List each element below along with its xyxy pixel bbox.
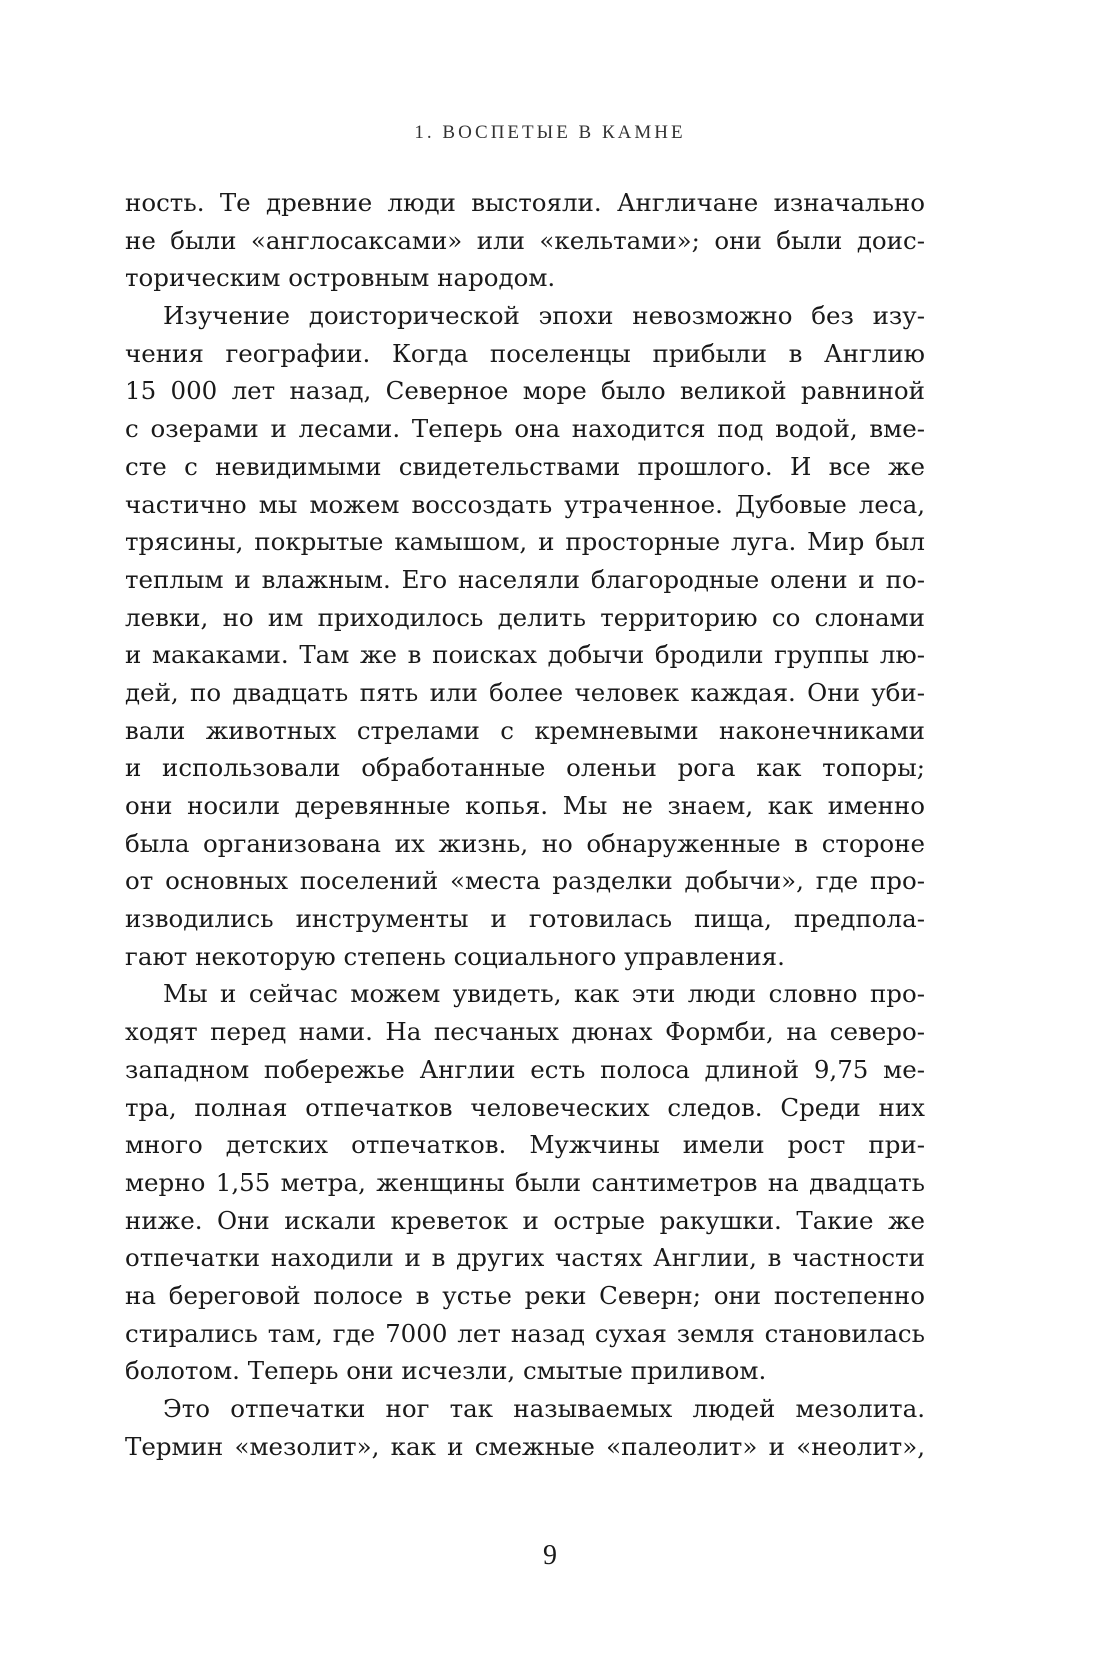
text-line: отпечатки находили и в других частях Англии, в частности [125, 1243, 925, 1273]
text-line: болотом. Теперь они исчезли, смытые приливом. [125, 1356, 767, 1386]
text-line: чения географии. Когда поселенцы прибыли в Англию [125, 338, 925, 368]
text-line: трясины, покрытые камышом, и просторные луга. Мир был [125, 527, 925, 557]
text-line: мерно 1,55 метра, женщины были сантиметров на двадцать [125, 1167, 925, 1197]
text-line: теплым и влажным. Его населяли благородные олени и по- [125, 564, 925, 594]
text-line: и использовали обработанные оленьи рога как топоры; [125, 753, 925, 783]
text-line: вали животных стрелами с кремневыми наконечниками [125, 715, 925, 745]
text-line: на береговой полосе в устье реки Северн; они постепенно [125, 1280, 925, 1310]
page-number: 9 [543, 1540, 557, 1571]
text-line: тра, полная отпечатков человеческих следов. Среди них [125, 1092, 925, 1122]
text-line: ность. Те древние люди выстояли. Англичане изначально [125, 188, 925, 217]
text-line: 15 000 лет назад, Северное море было великой равниной [125, 376, 925, 406]
text-line: и макаками. Там же в поисках добычи бродили группы лю- [125, 640, 925, 670]
text-line: от основных поселений «места разделки добычи», где про- [125, 866, 925, 896]
text-line: была организована их жизнь, но обнаруженные в стороне [125, 828, 925, 858]
text-line: сте с невидимыми свидетельствами прошлого. И все же [125, 451, 925, 481]
text-line: они носили деревянные копья. Мы не знаем, как именно [125, 791, 925, 820]
text-line: ходят перед нами. На песчаных дюнах Формби, на северо- [125, 1017, 925, 1047]
text-line: много детских отпечатков. Мужчины имели рост при- [125, 1130, 925, 1160]
text-line: ниже. Они искали креветок и острые ракушки. Такие же [125, 1205, 925, 1235]
running-head: 1. ВОСПЕТЫЕ В КАМНЕ [414, 122, 686, 143]
text-line: Термин «мезолит», как и смежные «палеолит» и «неолит», [125, 1431, 925, 1461]
text-line: не были «англосаксами» или «кельтами»; они были доис- [125, 225, 925, 255]
text-line: западном побережье Англии есть полоса длиной 9,75 ме- [125, 1054, 925, 1084]
text-line: с озерами и лесами. Теперь она находится под водой, вме- [125, 414, 925, 444]
text-line: частично мы можем воссоздать утраченное. Дубовые леса, [125, 489, 925, 519]
text-line: стирались там, где 7000 лет назад сухая земля становилась [125, 1318, 925, 1348]
text-line: Мы и сейчас можем увидеть, как эти люди словно про- [163, 979, 925, 1009]
text-line: левки, но им приходилось делить территорию со слонами [125, 602, 925, 632]
text-line: торическим островным народом. [125, 263, 556, 293]
text-line: Это отпечатки ног так называемых людей мезолита. [163, 1394, 925, 1423]
text-line: Изучение доисторической эпохи невозможно без изу- [163, 301, 925, 331]
text-line: дей, по двадцать пять или более человек каждая. Они уби- [125, 677, 925, 707]
body-text [125, 184, 925, 1465]
text-line: изводились инструменты и готовилась пища, предпола- [125, 904, 925, 934]
text-line: гают некоторую степень социального управления. [125, 941, 785, 971]
